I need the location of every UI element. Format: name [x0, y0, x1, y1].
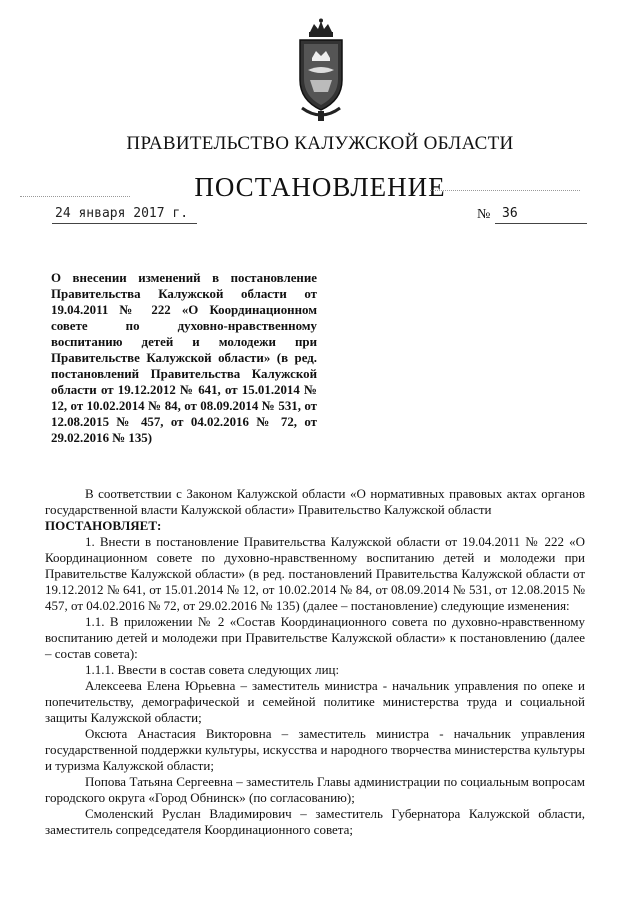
date-underline	[52, 223, 197, 224]
resolves-heading: ПОСТАНОВЛЯЕТ:	[45, 518, 162, 533]
body-paragraph: Оксюта Анастасия Викторовна – заместитель министра - начальник управления государственной поддержки культуры, искусства и народного творчества министерства культуры и туризма Калужской области;	[45, 726, 585, 773]
document-body	[45, 486, 585, 838]
body-paragraph: Смоленский Руслан Владимирович – заместитель Губернатора Калужской области, заместитель сопредседателя Координационного совета;	[45, 806, 585, 837]
government-title: ПРАВИТЕЛЬСТВО КАЛУЖСКОЙ ОБЛАСТИ	[126, 133, 514, 154]
body-paragraph: 1. Внести в постановление Правительства Калужской области от 19.04.2011 № 222 «О Координационном совете по духовно-нравственному воспитанию детей и молодежи при Правительстве Калужской области» (в ред. постановлений Правительства Калужской области от 19.12.2012 № 641, от 15.01.2014 № 12, от 10.02.2014 № 84, от 08.09.2014 № 531, от 12.08.2015 № 457, от 04.02.2016 № 72, от 29.02.2016 № 135) (далее – постановление) следующие изменения:	[45, 534, 585, 613]
number-sign: №	[477, 207, 491, 222]
body-paragraph: 1.1.1. Ввести в состав совета следующих лиц:	[85, 662, 340, 677]
document-type: ПОСТАНОВЛЕНИЕ	[194, 172, 446, 202]
body-paragraph: Попова Татьяна Сергеевна – заместитель Главы администрации по социальным вопросам городского округа «Город Обнинск» (по согласованию);	[45, 774, 585, 805]
document-subject: О внесении изменений в постановление Правительства Калужской области от 19.04.2011 № 222 «О Координационном совете по духовно-нравственному воспитанию детей и молодежи при Правительстве Калужской области» (в ред. постановлений Правительства Калужской области от 19.12.2012 № 641, от 15.01.2014 № 12, от 10.02.2014 № 84, от 08.09.2014 № 531, от 12.08.2015 № 457, от 04.02.2016 № 72, от 29.02.2016 № 135)	[51, 271, 317, 445]
body-paragraph: Алексеева Елена Юрьевна – заместитель министра - начальник управления по опеке и попечительству, демографической и семейной политике министерства труда и социальной защиты Калужской области;	[45, 678, 585, 725]
coat-of-arms-icon	[292, 18, 350, 123]
scan-noise	[20, 196, 130, 197]
number-underline	[495, 223, 587, 224]
preamble: В соответствии с Законом Калужской области «О нормативных правовых актах органов государственной власти Калужской области» Правительство Калужской области	[45, 486, 585, 517]
document-date: 24 января 2017 г.	[55, 206, 189, 221]
document-number: 36	[502, 206, 518, 221]
body-paragraph: 1.1. В приложении № 2 «Состав Координационного совета по духовно-нравственному воспитанию детей и молодежи при Правительстве Калужской области» к постановлению (далее – состав совета):	[45, 614, 585, 661]
scan-noise	[430, 190, 580, 191]
